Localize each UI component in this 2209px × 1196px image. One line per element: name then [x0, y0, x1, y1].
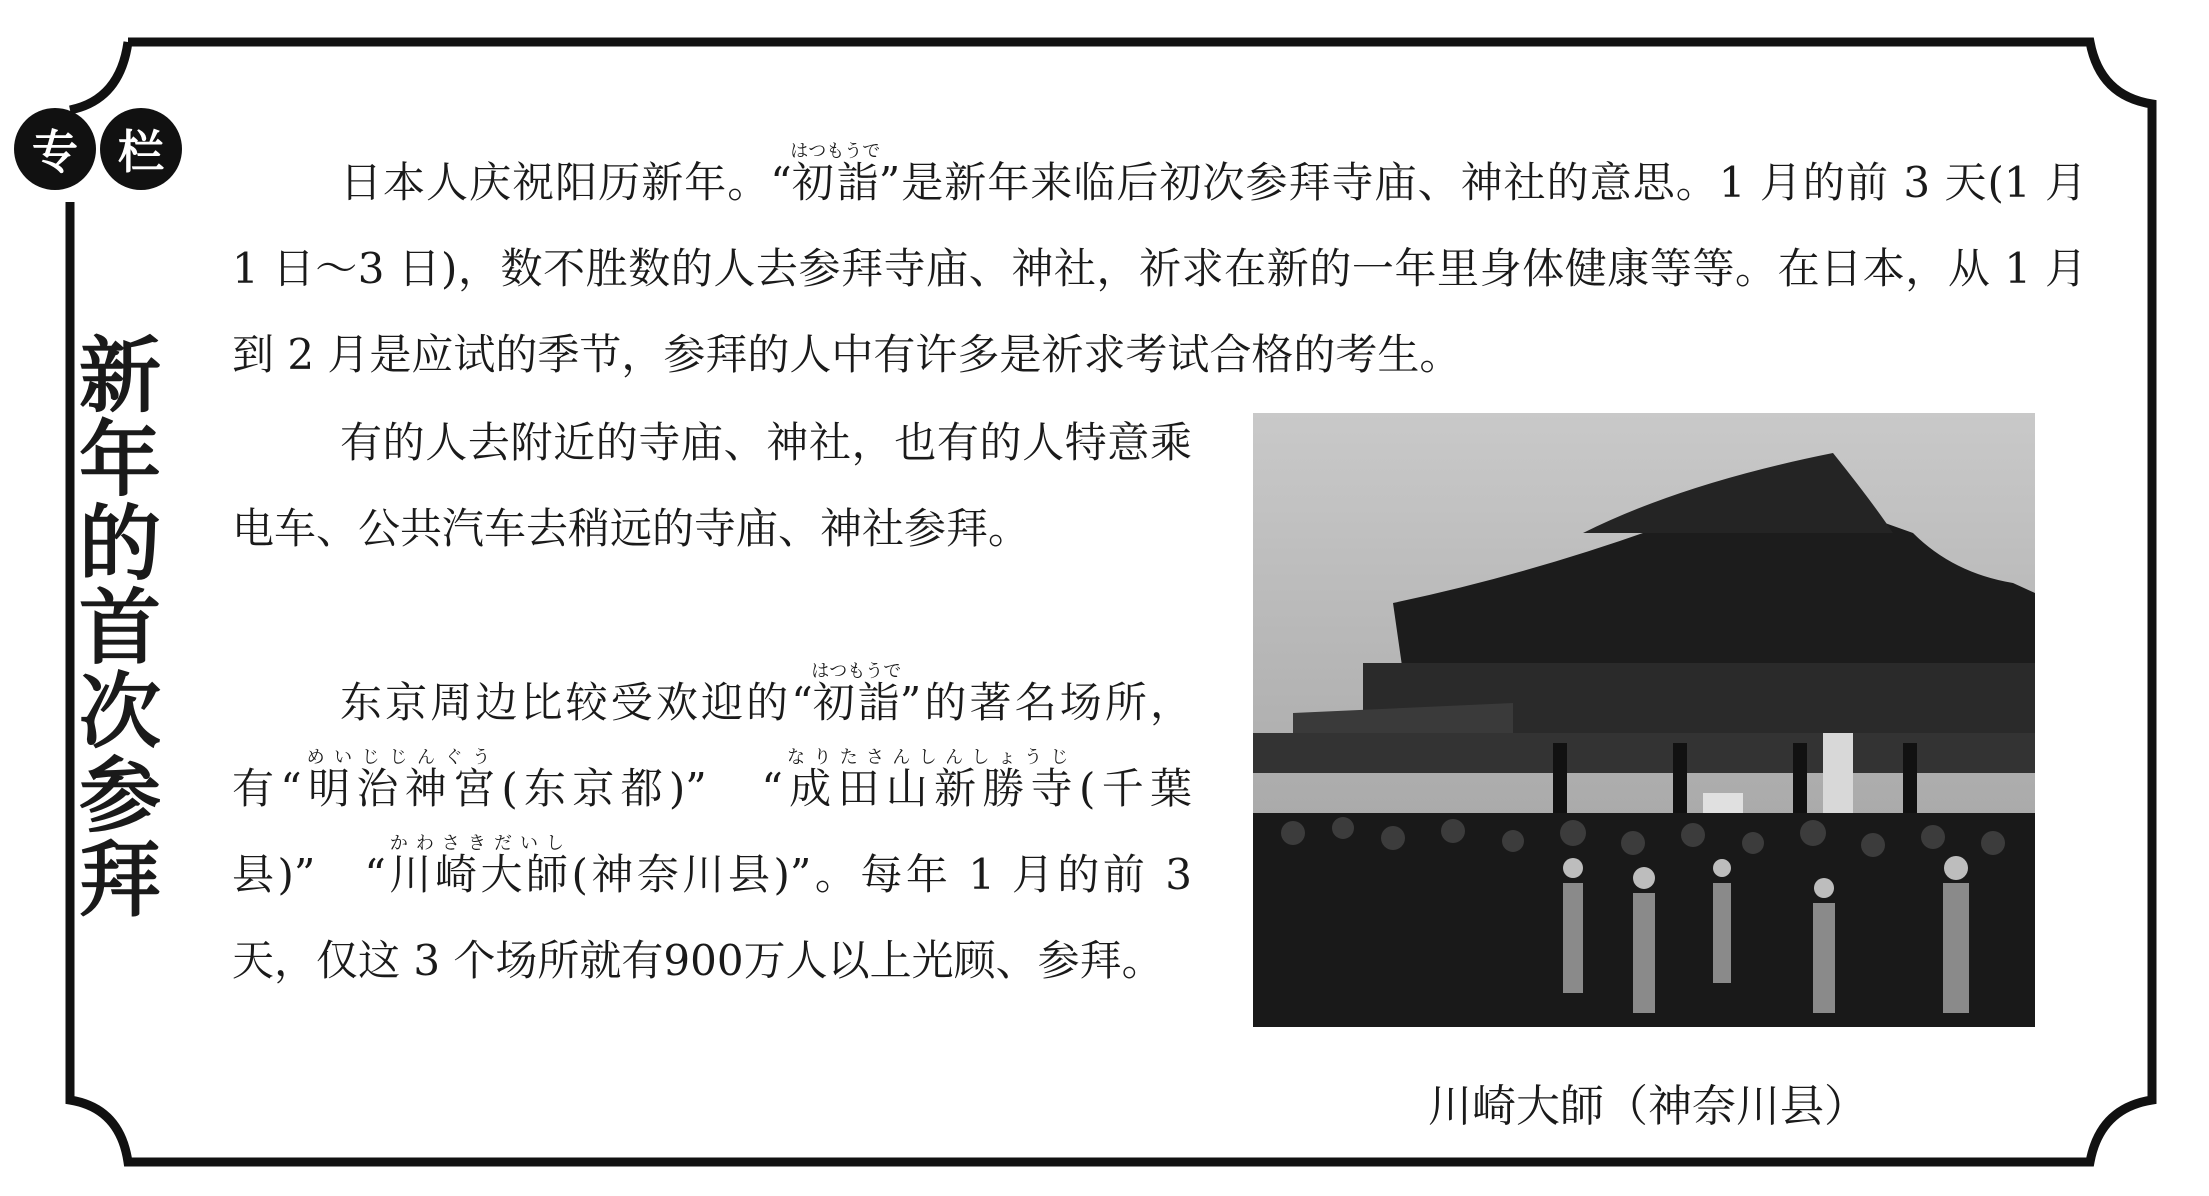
p3-text-a: 东京周边比较受欢迎的“: [340, 678, 813, 727]
ruby-base: 初詣: [790, 158, 881, 207]
ruby-base: 成田山新勝寺: [782, 764, 1079, 813]
paragraph-2: [232, 400, 1192, 572]
badge-char-2: 栏: [100, 108, 182, 190]
p2-text: 有的人去附近的寺庙、神社，也有的人特意乘电车、公共汽车去稍远的寺庙、神社参拜。: [232, 418, 1192, 553]
ruby-hatsumode: [790, 141, 881, 207]
ruby-hatsumode: [811, 661, 902, 727]
p3-text-d: (千葉县)” “: [232, 764, 1192, 899]
ruby-reading: めいじじんぐう: [301, 747, 496, 768]
column-badge: [14, 108, 184, 190]
title-char: 新: [78, 329, 161, 424]
title-char: 次: [78, 665, 161, 760]
p3-text-b: ”的著名场所，有“: [232, 678, 1192, 813]
paragraph-1: [232, 140, 2087, 398]
ruby-base: 明治神宮: [301, 764, 502, 813]
ruby-reading: はつもうで: [790, 141, 881, 162]
title-char: 年: [78, 413, 161, 508]
ruby-base: 初詣: [811, 678, 902, 727]
temple-photo: [1253, 413, 2035, 1027]
ruby-kawasaki-daishi: [385, 833, 572, 899]
badge-char-1: 专: [14, 108, 96, 190]
ruby-naritasan: [782, 747, 1079, 813]
paragraph-3: [232, 660, 1192, 1004]
vertical-title: [70, 329, 170, 928]
title-char: 的: [78, 497, 161, 592]
ruby-reading: はつもうで: [811, 661, 902, 682]
photo-caption: 川崎大師（神奈川县）: [1428, 1081, 1868, 1132]
p1-text-a: 日本人庆祝阳历新年。“: [340, 158, 792, 207]
title-char: 拜: [78, 833, 161, 928]
ruby-base: 川崎大師: [385, 850, 572, 899]
ruby-reading: かわさきだいし: [385, 833, 568, 854]
ruby-reading: なりたさんしんしょうじ: [782, 747, 1073, 768]
p1-text-b: ”是新年来临后初次参拜寺庙、神社的意思。1 月的前 3 天(1 月 1 日～3 日)，数不胜数的人去参拜寺庙、神社，祈求在新的一年里身体健康等等。在日本，从 1 月到 2 月是应试的季节，参拜的人中有许多是祈求考试合格的考生。: [232, 158, 2087, 379]
p3-text-c: (东京都)” “: [501, 764, 783, 813]
title-char: 参: [78, 749, 161, 844]
p3-text-e: (神奈川县)”。每年 1 月的前 3 天，仅这 3 个场所就有900万人以上光顾、参拜。: [232, 850, 1192, 985]
title-char: 首: [78, 581, 161, 676]
ruby-meiji-jingu: [301, 747, 502, 813]
